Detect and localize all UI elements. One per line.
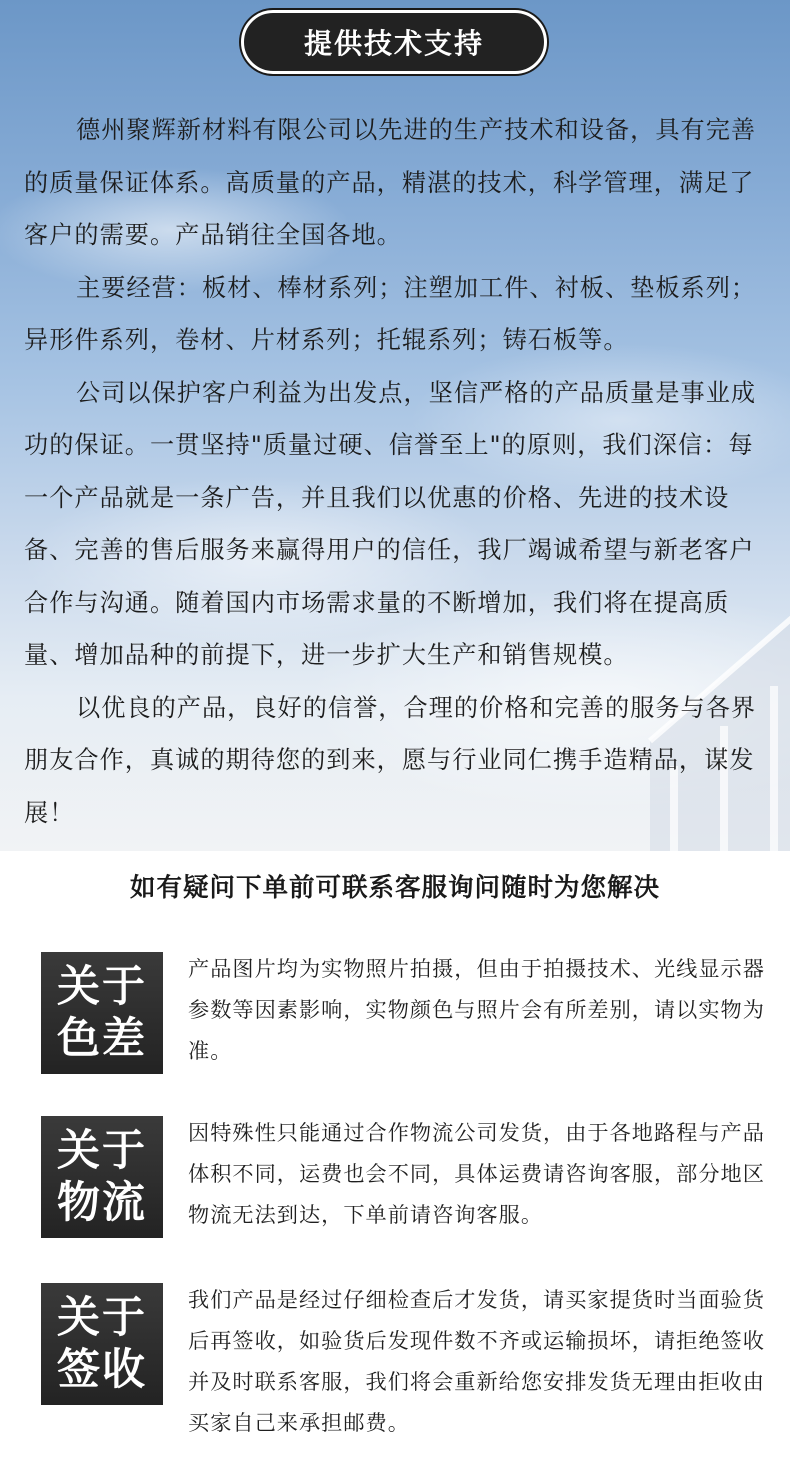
intro-paragraph: 公司以保护客户利益为出发点，坚信严格的产品质量是事业成功的保证。一贯坚持"质量过硬、信誉至上"的原则，我们深信：每一个产品就是一条广告，并且我们以优惠的价格、先进的技术设备、完善的售后服务来赢得用户的信任，我厂竭诚希望与新老客户合作与沟通。随着国内市场需求量的不断增加，我们将在提高质量、增加品种的前提下，进一步扩大生产和销售规模。 (24, 378, 757, 669)
note-badge (41, 1283, 163, 1405)
badge-line: 关于 (57, 962, 147, 1012)
faq-heading: 如有疑问下单前可联系客服询问随时为您解决 (129, 873, 660, 903)
badge-line: 关于 (57, 1126, 147, 1176)
intro-paragraph: 以优良的产品，良好的信誉，合理的价格和完善的服务与各界朋友合作，真诚的期待您的到来，愿与行业同仁携手造精品，谋发展！ (24, 693, 757, 827)
badge-line: 关于 (57, 1293, 147, 1343)
intro-paragraph: 主要经营：板材、棒材系列；注塑加工件、衬板、垫板系列；异形件系列，卷材、片材系列；托辊系列；铸石板等。 (24, 273, 757, 354)
intro-paragraph: 德州聚辉新材料有限公司以先进的生产技术和设备，具有完善的质量保证体系。高质量的产品，精湛的技术，科学管理，满足了客户的需要。产品销往全国各地。 (24, 116, 757, 249)
note-text: 我们产品是经过仔细检查后才发货，请买家提货时当面验货后再签收，如验货后发现件数不齐或运输损坏，请拒绝签收并及时联系客服，我们将会重新给您安排发货无理由拒收由买家自己来承担邮费。 (188, 1287, 765, 1435)
section-title: 提供技术支持 (303, 27, 484, 60)
badge-line: 签收 (57, 1345, 147, 1395)
company-intro (24, 104, 774, 839)
badge-line: 物流 (57, 1178, 147, 1228)
note-badge (41, 952, 163, 1074)
badge-line: 色差 (57, 1014, 147, 1064)
note-logistics (41, 1116, 781, 1241)
note-text: 产品图片均为实物照片拍摄，但由于拍摄技术、光线显示器参数等因素影响，实物颜色与照片会有所差别，请以实物为准。 (188, 956, 765, 1063)
note-color-difference (41, 952, 781, 1077)
section-title-pill (241, 10, 547, 74)
note-text: 因特殊性只能通过合作物流公司发货，由于各地路程与产品体积不同，运费也会不同，具体运费请咨询客服，部分地区物流无法到达，下单前请咨询客服。 (188, 1120, 765, 1227)
note-badge (41, 1116, 163, 1238)
note-signing (41, 1283, 781, 1435)
